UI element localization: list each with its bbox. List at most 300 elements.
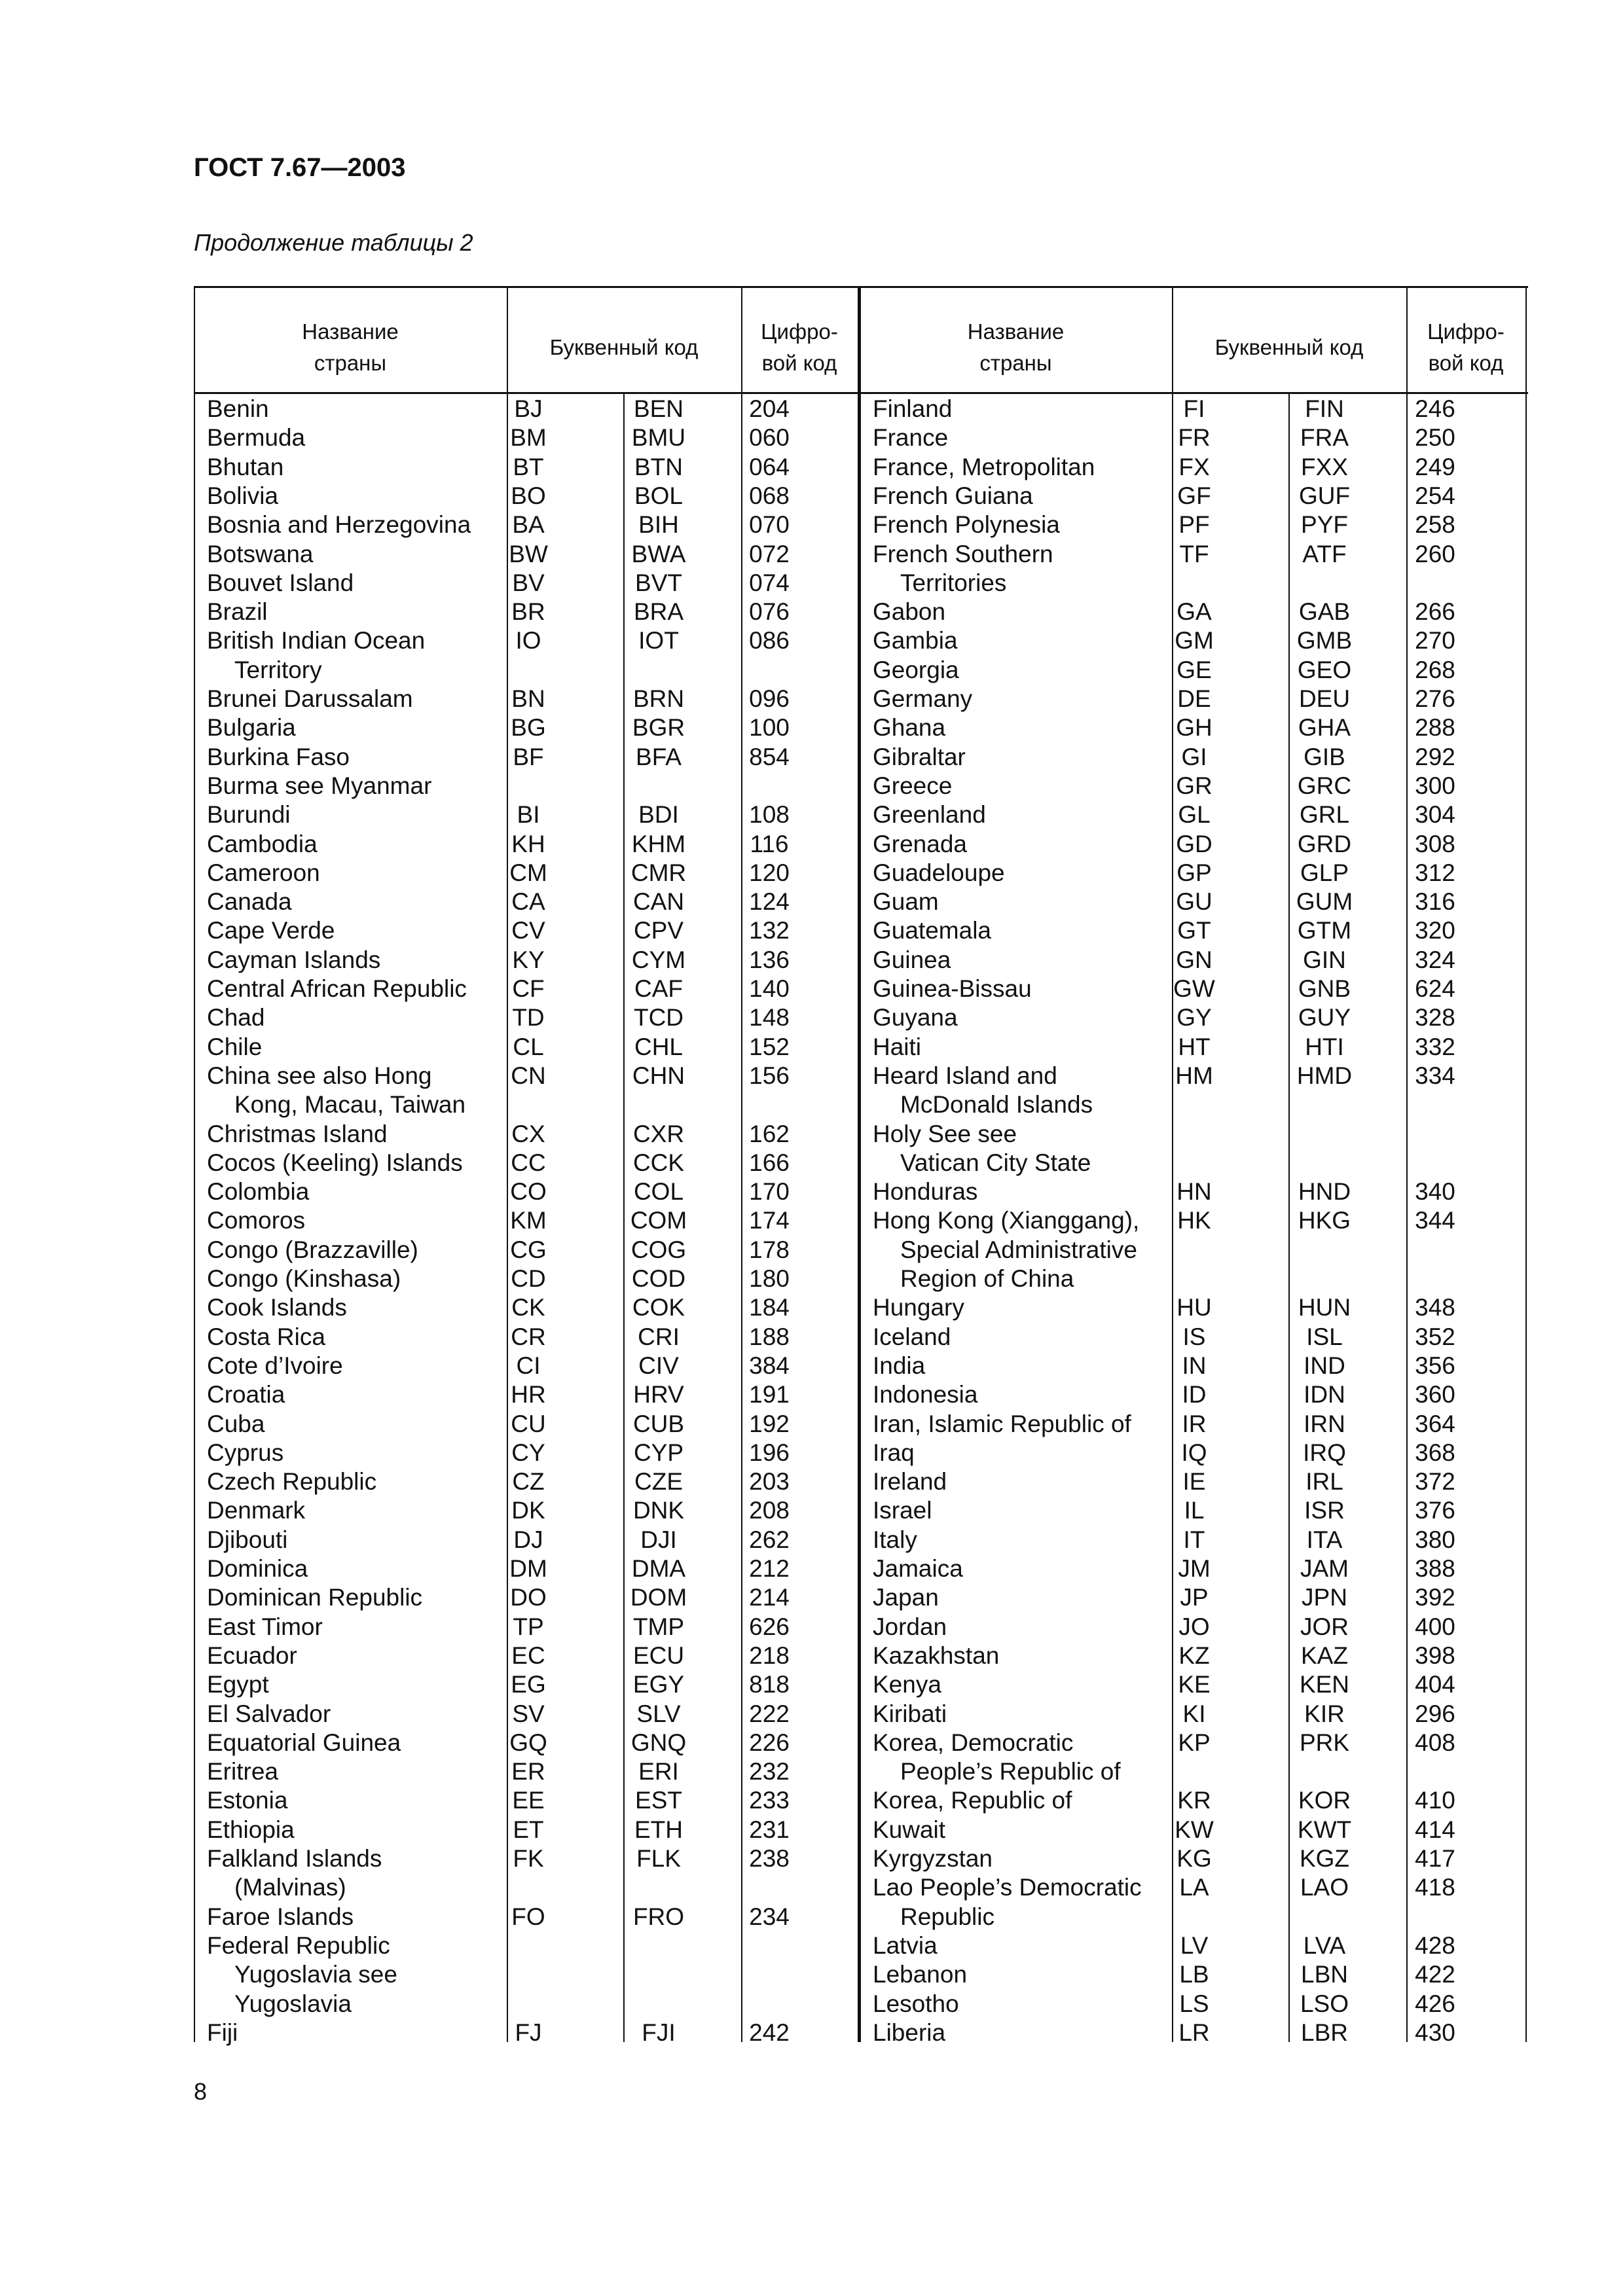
table-row bbox=[860, 569, 1525, 598]
numeric-code: 192 bbox=[749, 1410, 790, 1437]
alpha2-code: FI bbox=[1183, 395, 1205, 422]
alpha2-code: CU bbox=[511, 1410, 546, 1437]
country-name: Czech Republic bbox=[207, 1468, 377, 1496]
country-name: Colombia bbox=[207, 1178, 310, 1206]
alpha2-code: HT bbox=[1178, 1033, 1211, 1060]
alpha2-code: JO bbox=[1178, 1613, 1210, 1640]
country-name: Liberia bbox=[873, 2018, 946, 2046]
alpha3-code: CYP bbox=[633, 1439, 684, 1466]
numeric-code: 060 bbox=[749, 424, 790, 452]
table-row bbox=[194, 1931, 858, 1960]
alpha3-code: GEO bbox=[1297, 656, 1352, 683]
alpha2-code: IL bbox=[1184, 1497, 1205, 1524]
numeric-code: 231 bbox=[749, 1816, 790, 1843]
country-name: Benin bbox=[207, 395, 269, 422]
numeric-code: 320 bbox=[1415, 917, 1455, 944]
alpha3-code: GUY bbox=[1298, 1004, 1351, 1031]
table-row bbox=[860, 1090, 1525, 1119]
alpha3-code: BRN bbox=[632, 685, 685, 712]
alpha2-code: HM bbox=[1175, 1062, 1213, 1089]
table-row bbox=[860, 1439, 1525, 1467]
table-row bbox=[860, 1786, 1525, 1815]
table-row bbox=[194, 743, 858, 772]
country-name: Bolivia bbox=[207, 482, 278, 509]
country-name: Ireland bbox=[873, 1468, 947, 1496]
table-row bbox=[860, 1380, 1525, 1409]
alpha3-code: DEU bbox=[1298, 685, 1351, 712]
numeric-code: 332 bbox=[1415, 1033, 1455, 1060]
numeric-code: 152 bbox=[749, 1033, 790, 1060]
country-name: Greece bbox=[873, 772, 953, 799]
alpha3-code: KWT bbox=[1297, 1816, 1352, 1843]
table-row bbox=[194, 1467, 858, 1496]
numeric-code: 398 bbox=[1415, 1641, 1455, 1669]
alpha2-code: SV bbox=[512, 1700, 545, 1727]
alpha3-code: HND bbox=[1298, 1178, 1351, 1206]
alpha3-code: COM bbox=[630, 1207, 687, 1234]
table-row bbox=[194, 946, 858, 975]
alpha2-code: KE bbox=[1178, 1671, 1211, 1698]
table-row bbox=[194, 859, 858, 888]
alpha2-code: IO bbox=[515, 627, 541, 655]
table-row bbox=[194, 511, 858, 539]
alpha3-code: PRK bbox=[1299, 1729, 1350, 1756]
numeric-code: 372 bbox=[1415, 1468, 1455, 1496]
alpha2-code: GP bbox=[1176, 859, 1212, 886]
alpha3-code: GMB bbox=[1296, 627, 1353, 655]
country-name: Japan bbox=[873, 1584, 939, 1611]
country-name: Cocos (Keeling) Islands bbox=[207, 1149, 463, 1176]
alpha2-code: BT bbox=[513, 453, 544, 480]
numeric-code: 422 bbox=[1415, 1961, 1455, 1988]
alpha3-code: IDN bbox=[1304, 1381, 1345, 1408]
table-row bbox=[860, 1496, 1525, 1525]
document-title: ГОСТ 7.67—2003 bbox=[194, 153, 406, 182]
country-name: Bermuda bbox=[207, 424, 306, 452]
alpha3-code: KIR bbox=[1304, 1700, 1345, 1727]
header-bottom-border bbox=[194, 392, 1528, 394]
table-row bbox=[194, 453, 858, 482]
table-row bbox=[860, 685, 1525, 713]
alpha2-code: DO bbox=[510, 1584, 547, 1611]
alpha2-code: IR bbox=[1182, 1410, 1207, 1437]
table-row bbox=[194, 1265, 858, 1293]
header-numeric-code bbox=[741, 312, 858, 383]
country-name: Bhutan bbox=[207, 453, 284, 480]
numeric-code: 188 bbox=[749, 1323, 790, 1350]
numeric-code: 226 bbox=[749, 1729, 790, 1756]
country-name: Greenland bbox=[873, 801, 986, 829]
table-row bbox=[860, 1641, 1525, 1670]
numeric-code: 400 bbox=[1415, 1613, 1455, 1640]
alpha2-code: LA bbox=[1179, 1874, 1209, 1901]
country-name: Chile bbox=[207, 1033, 263, 1060]
alpha2-code: DM bbox=[509, 1555, 547, 1582]
numeric-code: 238 bbox=[749, 1845, 790, 1872]
table-row bbox=[860, 1554, 1525, 1583]
country-name: Equatorial Guinea bbox=[207, 1729, 401, 1756]
header-alpha-code bbox=[1172, 312, 1406, 383]
alpha2-code: BI bbox=[517, 801, 540, 829]
country-name: Hong Kong (Xianggang), bbox=[873, 1207, 1140, 1234]
numeric-code: 204 bbox=[749, 395, 790, 422]
country-name: Fiji bbox=[207, 2018, 238, 2046]
header-text: Буквенный код bbox=[1214, 335, 1364, 360]
numeric-code: 380 bbox=[1415, 1526, 1455, 1553]
numeric-code: 408 bbox=[1415, 1729, 1455, 1756]
alpha2-code: BW bbox=[509, 540, 548, 567]
numeric-code: 268 bbox=[1415, 656, 1455, 683]
alpha2-code: CR bbox=[511, 1323, 546, 1350]
alpha2-code: FX bbox=[1178, 453, 1210, 480]
table-row bbox=[194, 1816, 858, 1844]
numeric-code: 234 bbox=[749, 1903, 790, 1930]
table-row bbox=[860, 1931, 1525, 1960]
alpha3-code: DMA bbox=[631, 1555, 686, 1582]
alpha2-code: GE bbox=[1176, 656, 1212, 683]
table-row bbox=[194, 598, 858, 626]
table-row bbox=[860, 1149, 1525, 1177]
table-row bbox=[860, 423, 1525, 452]
country-name: Egypt bbox=[207, 1671, 269, 1698]
numeric-code: 136 bbox=[749, 946, 790, 973]
alpha2-code: EE bbox=[512, 1787, 545, 1814]
alpha2-code: HU bbox=[1176, 1294, 1212, 1321]
alpha2-code: FJ bbox=[515, 2018, 542, 2046]
alpha3-code: GLP bbox=[1300, 859, 1349, 886]
numeric-code: 624 bbox=[1415, 975, 1455, 1002]
alpha3-code: PYF bbox=[1301, 511, 1348, 539]
country-name: French Southern bbox=[873, 540, 1053, 567]
alpha2-code: GQ bbox=[509, 1729, 547, 1756]
table-row bbox=[860, 800, 1525, 829]
table-row bbox=[860, 1903, 1525, 1931]
table-row bbox=[860, 540, 1525, 569]
country-name: Cameroon bbox=[207, 859, 320, 886]
alpha3-code: FXX bbox=[1301, 453, 1348, 480]
alpha2-code: IS bbox=[1182, 1323, 1206, 1350]
table-row bbox=[860, 2018, 1525, 2047]
table-row bbox=[194, 975, 858, 1003]
numeric-code: 074 bbox=[749, 569, 790, 596]
table-row bbox=[860, 1729, 1525, 1757]
alpha2-code: FO bbox=[511, 1903, 545, 1930]
alpha2-code: TP bbox=[513, 1613, 544, 1640]
alpha3-code: GRL bbox=[1299, 801, 1350, 829]
alpha3-code: BGR bbox=[632, 714, 685, 742]
table-row bbox=[194, 1293, 858, 1322]
alpha2-code: BV bbox=[512, 569, 545, 596]
numeric-code: 246 bbox=[1415, 395, 1455, 422]
numeric-code: 266 bbox=[1415, 598, 1455, 626]
country-name: Ghana bbox=[873, 714, 946, 742]
table-top-border bbox=[194, 286, 1528, 288]
numeric-code: 818 bbox=[749, 1671, 790, 1698]
country-name: Denmark bbox=[207, 1497, 306, 1524]
country-name: Dominican Republic bbox=[207, 1584, 423, 1611]
alpha3-code: GNQ bbox=[630, 1729, 687, 1756]
alpha3-code: FRO bbox=[632, 1903, 685, 1930]
alpha3-code: TCD bbox=[633, 1004, 684, 1031]
country-name: (Malvinas) bbox=[234, 1874, 346, 1901]
country-name: Costa Rica bbox=[207, 1323, 325, 1350]
alpha2-code: CC bbox=[511, 1149, 546, 1176]
alpha3-code: GNB bbox=[1298, 975, 1351, 1002]
alpha2-code: GA bbox=[1176, 598, 1212, 626]
alpha2-code: GW bbox=[1173, 975, 1215, 1002]
alpha3-code: KGZ bbox=[1299, 1845, 1350, 1872]
alpha3-code: HTI bbox=[1305, 1033, 1344, 1060]
numeric-code: 312 bbox=[1415, 859, 1455, 886]
country-name: Kazakhstan bbox=[873, 1641, 1000, 1669]
table-row bbox=[860, 1062, 1525, 1090]
country-name: Central African Republic bbox=[207, 975, 467, 1002]
table-row bbox=[860, 1990, 1525, 2018]
table-row bbox=[194, 772, 858, 800]
alpha3-code: TMP bbox=[632, 1613, 685, 1640]
alpha3-code: BOL bbox=[634, 482, 684, 509]
table-row bbox=[860, 1670, 1525, 1699]
alpha3-code: IND bbox=[1304, 1352, 1345, 1379]
numeric-code: 376 bbox=[1415, 1497, 1455, 1524]
country-name: Cambodia bbox=[207, 830, 318, 857]
alpha3-code: LVA bbox=[1303, 1931, 1346, 1959]
alpha3-code: GUM bbox=[1296, 888, 1353, 916]
alpha3-code: FIN bbox=[1305, 395, 1344, 422]
alpha2-code: JP bbox=[1180, 1584, 1209, 1611]
alpha3-code: EGY bbox=[632, 1671, 685, 1698]
country-name: Canada bbox=[207, 888, 292, 916]
country-name: Comoros bbox=[207, 1207, 306, 1234]
numeric-code: 392 bbox=[1415, 1584, 1455, 1611]
numeric-code: 249 bbox=[1415, 453, 1455, 480]
alpha2-code: EG bbox=[511, 1671, 546, 1698]
numeric-code: 148 bbox=[749, 1004, 790, 1031]
table-row bbox=[194, 1990, 858, 2018]
table-row bbox=[194, 1554, 858, 1583]
alpha2-code: DJ bbox=[513, 1526, 543, 1553]
country-name: Bouvet Island bbox=[207, 569, 354, 596]
table-row bbox=[860, 830, 1525, 859]
alpha2-code: LV bbox=[1180, 1931, 1209, 1959]
alpha3-code: KHM bbox=[631, 830, 686, 857]
numeric-code: 384 bbox=[749, 1352, 790, 1379]
country-name: Germany bbox=[873, 685, 973, 712]
alpha2-code: ER bbox=[511, 1758, 545, 1785]
numeric-code: 324 bbox=[1415, 946, 1455, 973]
numeric-code: 344 bbox=[1415, 1207, 1455, 1234]
numeric-code: 180 bbox=[749, 1265, 790, 1292]
numeric-code: 300 bbox=[1415, 772, 1455, 799]
alpha2-code: CF bbox=[512, 975, 545, 1002]
table-row bbox=[194, 685, 858, 713]
alpha2-code: DE bbox=[1177, 685, 1211, 712]
alpha3-code: CCK bbox=[632, 1149, 685, 1176]
alpha2-code: TF bbox=[1179, 540, 1209, 567]
country-name: Cuba bbox=[207, 1410, 265, 1437]
table-row bbox=[860, 1873, 1525, 1902]
header-numeric-code bbox=[1406, 312, 1525, 383]
country-name: French Guiana bbox=[873, 482, 1033, 509]
header-text: Название bbox=[967, 319, 1065, 344]
alpha3-code: GIB bbox=[1304, 743, 1345, 770]
table-row bbox=[194, 800, 858, 829]
numeric-code: 162 bbox=[749, 1120, 790, 1147]
alpha3-code: CMR bbox=[630, 859, 687, 886]
country-name: Korea, Republic of bbox=[873, 1787, 1072, 1814]
country-name: Iran, Islamic Republic of bbox=[873, 1410, 1131, 1437]
alpha2-code: KY bbox=[512, 946, 545, 973]
alpha2-code: CG bbox=[510, 1236, 547, 1263]
alpha2-code: IQ bbox=[1181, 1439, 1207, 1466]
alpha3-code: CPV bbox=[633, 917, 684, 944]
table-row bbox=[194, 1757, 858, 1786]
alpha2-code: IT bbox=[1183, 1526, 1205, 1553]
country-name: Lao People’s Democratic bbox=[873, 1874, 1142, 1901]
numeric-code: 086 bbox=[749, 627, 790, 655]
table-row bbox=[194, 916, 858, 945]
alpha3-code: EST bbox=[635, 1787, 682, 1814]
alpha3-code: FRA bbox=[1300, 424, 1349, 452]
table-row bbox=[194, 1236, 858, 1265]
numeric-code: 296 bbox=[1415, 1700, 1455, 1727]
numeric-code: 166 bbox=[749, 1149, 790, 1176]
alpha3-code: CRI bbox=[638, 1323, 680, 1350]
table-row bbox=[860, 1844, 1525, 1873]
country-name: Cayman Islands bbox=[207, 946, 381, 973]
numeric-code: 214 bbox=[749, 1584, 790, 1611]
header-text: вой код bbox=[1428, 351, 1504, 375]
numeric-code: 170 bbox=[749, 1178, 790, 1206]
table-row bbox=[194, 1700, 858, 1729]
country-name: British Indian Ocean bbox=[207, 627, 426, 655]
alpha2-code: KH bbox=[511, 830, 545, 857]
table-row bbox=[860, 772, 1525, 800]
alpha3-code: BVT bbox=[635, 569, 682, 596]
alpha2-code: KI bbox=[1182, 1700, 1206, 1727]
table-row bbox=[194, 1873, 858, 1902]
table-row bbox=[860, 1526, 1525, 1554]
alpha3-code: GRD bbox=[1297, 830, 1352, 857]
country-name: Guyana bbox=[873, 1004, 958, 1031]
country-name: Italy bbox=[873, 1526, 917, 1553]
country-name: Honduras bbox=[873, 1178, 978, 1206]
country-name: Bulgaria bbox=[207, 714, 296, 742]
alpha2-code: CX bbox=[511, 1120, 545, 1147]
numeric-code: 417 bbox=[1415, 1845, 1455, 1872]
alpha2-code: BM bbox=[510, 424, 547, 452]
numeric-code: 388 bbox=[1415, 1555, 1455, 1582]
alpha2-code: ID bbox=[1182, 1381, 1207, 1408]
alpha3-code: HRV bbox=[633, 1381, 684, 1408]
numeric-code: 288 bbox=[1415, 714, 1455, 742]
header-text: страны bbox=[314, 351, 387, 375]
table-row bbox=[194, 1729, 858, 1757]
country-name: Lebanon bbox=[873, 1961, 968, 1988]
numeric-code: 116 bbox=[750, 830, 789, 857]
alpha2-code: CN bbox=[511, 1062, 546, 1089]
country-name: Israel bbox=[873, 1497, 932, 1524]
country-name: Hungary bbox=[873, 1294, 964, 1321]
alpha3-code: DJI bbox=[640, 1526, 677, 1553]
table-row bbox=[194, 656, 858, 685]
alpha2-code: KZ bbox=[1178, 1641, 1210, 1669]
alpha3-code: COG bbox=[630, 1236, 687, 1263]
country-name: Territories bbox=[900, 569, 1007, 596]
table-row bbox=[860, 1120, 1525, 1149]
table-row bbox=[194, 1844, 858, 1873]
alpha3-code: BMU bbox=[631, 424, 686, 452]
numeric-code: 352 bbox=[1415, 1323, 1455, 1350]
alpha2-code: GF bbox=[1177, 482, 1211, 509]
alpha2-code: GR bbox=[1176, 772, 1213, 799]
alpha2-code: JM bbox=[1178, 1555, 1211, 1582]
table-row bbox=[860, 453, 1525, 482]
alpha3-code: ATF bbox=[1302, 540, 1347, 567]
table-caption: Продолжение таблицы 2 bbox=[194, 229, 473, 256]
alpha3-code: FLK bbox=[636, 1845, 681, 1872]
alpha3-code: IRQ bbox=[1303, 1439, 1346, 1466]
table-row bbox=[860, 1816, 1525, 1844]
table-row bbox=[194, 1120, 858, 1149]
alpha3-code: CHL bbox=[634, 1033, 684, 1060]
table-row bbox=[194, 482, 858, 511]
country-name: Congo (Brazzaville) bbox=[207, 1236, 418, 1263]
numeric-code: 368 bbox=[1415, 1439, 1455, 1466]
alpha2-code: CZ bbox=[512, 1468, 545, 1496]
alpha3-code: JOR bbox=[1300, 1613, 1349, 1640]
alpha3-code: IRL bbox=[1305, 1468, 1343, 1496]
numeric-code: 404 bbox=[1415, 1671, 1455, 1698]
alpha2-code: GT bbox=[1177, 917, 1211, 944]
table-right-border bbox=[1525, 286, 1527, 2042]
numeric-code: 218 bbox=[749, 1641, 790, 1669]
country-name: Guinea-Bissau bbox=[873, 975, 1032, 1002]
alpha3-code: CYM bbox=[631, 946, 686, 973]
alpha3-code: IRN bbox=[1304, 1410, 1345, 1437]
table-row bbox=[860, 975, 1525, 1003]
alpha3-code: GRC bbox=[1297, 772, 1352, 799]
table-row bbox=[860, 395, 1525, 423]
numeric-code: 120 bbox=[749, 859, 790, 886]
alpha3-code: LSO bbox=[1300, 1990, 1349, 2017]
numeric-code: 212 bbox=[749, 1555, 790, 1582]
header-text: страны bbox=[979, 351, 1052, 375]
country-name: Estonia bbox=[207, 1787, 288, 1814]
country-name: Kyrgyzstan bbox=[873, 1845, 993, 1872]
table-row bbox=[194, 888, 858, 916]
alpha3-code: COD bbox=[631, 1265, 686, 1292]
country-name: Christmas Island bbox=[207, 1120, 388, 1147]
country-name: Gabon bbox=[873, 598, 946, 626]
table-row bbox=[194, 626, 858, 655]
alpha2-code: DK bbox=[511, 1497, 545, 1524]
country-name: Vatican City State bbox=[900, 1149, 1091, 1176]
country-name: Yugoslavia see bbox=[234, 1961, 397, 1988]
country-name: Kiribati bbox=[873, 1700, 947, 1727]
country-name: McDonald Islands bbox=[900, 1091, 1093, 1119]
table-row bbox=[860, 1003, 1525, 1032]
country-name: Kong, Macau, Taiwan bbox=[234, 1091, 466, 1119]
table-row bbox=[194, 1033, 858, 1062]
country-name: People’s Republic of bbox=[900, 1758, 1121, 1785]
alpha3-code: BRA bbox=[633, 598, 684, 626]
alpha3-code: KAZ bbox=[1301, 1641, 1348, 1669]
alpha2-code: CL bbox=[513, 1033, 544, 1060]
country-name: Yugoslavia bbox=[234, 1990, 352, 2017]
table-row bbox=[194, 1786, 858, 1815]
country-name: Bosnia and Herzegovina bbox=[207, 511, 471, 539]
